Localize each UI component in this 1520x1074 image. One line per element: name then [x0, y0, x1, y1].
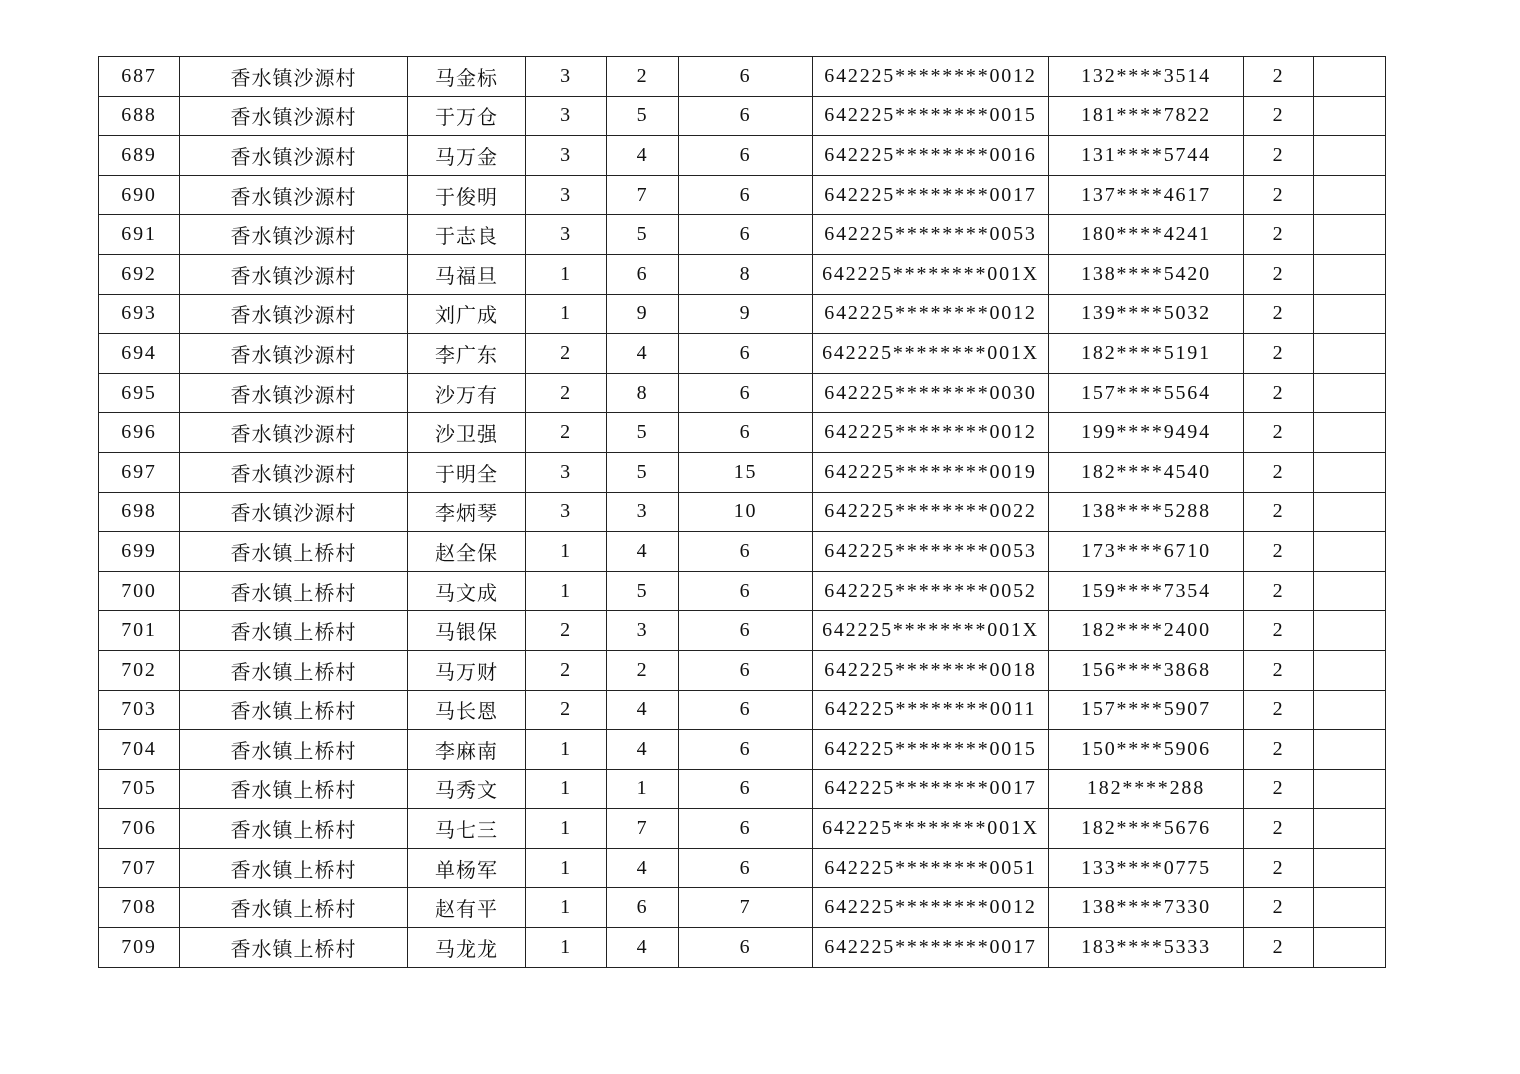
cell-column-4: 1	[526, 294, 607, 334]
cell-column-6: 6	[679, 175, 813, 215]
cell-serial-number: 700	[99, 571, 180, 611]
cell-column-4: 2	[526, 611, 607, 651]
cell-id-number: 642225********0012	[813, 413, 1049, 453]
cell-phone-number: 181****7822	[1049, 96, 1244, 136]
cell-village: 香水镇沙源村	[180, 413, 408, 453]
cell-village: 香水镇沙源村	[180, 175, 408, 215]
cell-phone-number: 183****5333	[1049, 928, 1244, 968]
cell-column-9: 2	[1244, 492, 1314, 532]
cell-id-number: 642225********0012	[813, 294, 1049, 334]
cell-column-5: 7	[607, 809, 679, 849]
cell-column-5: 4	[607, 690, 679, 730]
cell-village: 香水镇沙源村	[180, 334, 408, 374]
cell-person-name: 马长恩	[408, 690, 526, 730]
cell-column-9: 2	[1244, 611, 1314, 651]
cell-remarks	[1314, 215, 1386, 255]
cell-column-4: 1	[526, 254, 607, 294]
cell-column-5: 4	[607, 730, 679, 770]
cell-column-5: 4	[607, 334, 679, 374]
cell-serial-number: 707	[99, 848, 180, 888]
cell-column-4: 1	[526, 571, 607, 611]
cell-column-6: 7	[679, 888, 813, 928]
cell-column-5: 5	[607, 452, 679, 492]
cell-column-9: 2	[1244, 690, 1314, 730]
table-row	[99, 373, 1386, 413]
cell-id-number: 642225********0017	[813, 175, 1049, 215]
cell-serial-number: 702	[99, 650, 180, 690]
cell-column-4: 1	[526, 532, 607, 572]
cell-id-number: 642225********0012	[813, 57, 1049, 97]
cell-column-9: 2	[1244, 650, 1314, 690]
cell-serial-number: 703	[99, 690, 180, 730]
cell-phone-number: 138****7330	[1049, 888, 1244, 928]
cell-column-5: 2	[607, 650, 679, 690]
cell-column-4: 2	[526, 373, 607, 413]
cell-remarks	[1314, 452, 1386, 492]
table-row	[99, 611, 1386, 651]
table-body	[99, 57, 1386, 968]
table-row	[99, 452, 1386, 492]
cell-village: 香水镇上桥村	[180, 769, 408, 809]
cell-column-6: 6	[679, 57, 813, 97]
cell-column-6: 6	[679, 848, 813, 888]
cell-phone-number: 173****6710	[1049, 532, 1244, 572]
cell-remarks	[1314, 650, 1386, 690]
cell-column-4: 3	[526, 175, 607, 215]
cell-column-6: 6	[679, 413, 813, 453]
cell-village: 香水镇上桥村	[180, 848, 408, 888]
cell-phone-number: 159****7354	[1049, 571, 1244, 611]
cell-phone-number: 156****3868	[1049, 650, 1244, 690]
cell-serial-number: 698	[99, 492, 180, 532]
cell-person-name: 马福旦	[408, 254, 526, 294]
cell-column-5: 1	[607, 769, 679, 809]
cell-column-6: 6	[679, 690, 813, 730]
cell-village: 香水镇上桥村	[180, 571, 408, 611]
cell-id-number: 642225********0052	[813, 571, 1049, 611]
cell-phone-number: 131****5744	[1049, 136, 1244, 176]
cell-person-name: 于志良	[408, 215, 526, 255]
cell-column-9: 2	[1244, 215, 1314, 255]
cell-phone-number: 182****2400	[1049, 611, 1244, 651]
table-row	[99, 848, 1386, 888]
cell-village: 香水镇上桥村	[180, 888, 408, 928]
cell-id-number: 642225********0053	[813, 532, 1049, 572]
cell-phone-number: 157****5907	[1049, 690, 1244, 730]
cell-column-9: 2	[1244, 136, 1314, 176]
table-row	[99, 215, 1386, 255]
cell-village: 香水镇沙源村	[180, 57, 408, 97]
cell-column-5: 4	[607, 532, 679, 572]
cell-id-number: 642225********0030	[813, 373, 1049, 413]
table-row	[99, 769, 1386, 809]
table-row	[99, 690, 1386, 730]
cell-phone-number: 157****5564	[1049, 373, 1244, 413]
cell-person-name: 马金标	[408, 57, 526, 97]
cell-person-name: 马七三	[408, 809, 526, 849]
cell-village: 香水镇沙源村	[180, 452, 408, 492]
table-row	[99, 294, 1386, 334]
cell-phone-number: 133****0775	[1049, 848, 1244, 888]
cell-id-number: 642225********0017	[813, 769, 1049, 809]
cell-remarks	[1314, 928, 1386, 968]
cell-remarks	[1314, 571, 1386, 611]
cell-column-6: 6	[679, 611, 813, 651]
cell-column-9: 2	[1244, 848, 1314, 888]
cell-column-4: 1	[526, 809, 607, 849]
cell-remarks	[1314, 334, 1386, 374]
cell-remarks	[1314, 611, 1386, 651]
table-row	[99, 571, 1386, 611]
cell-id-number: 642225********0016	[813, 136, 1049, 176]
cell-person-name: 于明全	[408, 452, 526, 492]
cell-column-9: 2	[1244, 452, 1314, 492]
cell-column-9: 2	[1244, 730, 1314, 770]
cell-phone-number: 182****4540	[1049, 452, 1244, 492]
cell-id-number: 642225********0015	[813, 96, 1049, 136]
cell-serial-number: 697	[99, 452, 180, 492]
cell-column-5: 3	[607, 492, 679, 532]
cell-serial-number: 705	[99, 769, 180, 809]
cell-column-4: 1	[526, 928, 607, 968]
cell-column-6: 9	[679, 294, 813, 334]
cell-remarks	[1314, 413, 1386, 453]
cell-village: 香水镇沙源村	[180, 373, 408, 413]
cell-person-name: 马万金	[408, 136, 526, 176]
cell-id-number: 642225********0053	[813, 215, 1049, 255]
cell-phone-number: 150****5906	[1049, 730, 1244, 770]
table-row	[99, 254, 1386, 294]
cell-serial-number: 695	[99, 373, 180, 413]
cell-column-4: 1	[526, 769, 607, 809]
cell-person-name: 马龙龙	[408, 928, 526, 968]
cell-village: 香水镇上桥村	[180, 928, 408, 968]
cell-person-name: 于俊明	[408, 175, 526, 215]
table-row	[99, 650, 1386, 690]
cell-village: 香水镇上桥村	[180, 809, 408, 849]
cell-serial-number: 694	[99, 334, 180, 374]
cell-column-4: 2	[526, 650, 607, 690]
cell-column-5: 5	[607, 215, 679, 255]
cell-column-9: 2	[1244, 769, 1314, 809]
cell-column-4: 3	[526, 57, 607, 97]
cell-serial-number: 688	[99, 96, 180, 136]
cell-column-5: 6	[607, 888, 679, 928]
cell-serial-number: 693	[99, 294, 180, 334]
cell-phone-number: 182****5676	[1049, 809, 1244, 849]
cell-column-4: 3	[526, 136, 607, 176]
cell-person-name: 单杨军	[408, 848, 526, 888]
cell-phone-number: 138****5288	[1049, 492, 1244, 532]
cell-id-number: 642225********001X	[813, 809, 1049, 849]
cell-person-name: 李广东	[408, 334, 526, 374]
cell-serial-number: 699	[99, 532, 180, 572]
cell-serial-number: 701	[99, 611, 180, 651]
cell-person-name: 沙万有	[408, 373, 526, 413]
cell-column-5: 4	[607, 848, 679, 888]
cell-id-number: 642225********0012	[813, 888, 1049, 928]
cell-column-4: 1	[526, 848, 607, 888]
cell-remarks	[1314, 254, 1386, 294]
cell-remarks	[1314, 690, 1386, 730]
cell-remarks	[1314, 809, 1386, 849]
table-row	[99, 96, 1386, 136]
cell-column-6: 6	[679, 334, 813, 374]
cell-column-4: 3	[526, 215, 607, 255]
cell-column-5: 5	[607, 413, 679, 453]
cell-column-6: 6	[679, 650, 813, 690]
cell-person-name: 马文成	[408, 571, 526, 611]
cell-remarks	[1314, 57, 1386, 97]
table-row	[99, 532, 1386, 572]
cell-remarks	[1314, 848, 1386, 888]
cell-column-6: 6	[679, 136, 813, 176]
cell-remarks	[1314, 294, 1386, 334]
table-row	[99, 928, 1386, 968]
household-table	[98, 56, 1386, 968]
cell-remarks	[1314, 136, 1386, 176]
cell-phone-number: 180****4241	[1049, 215, 1244, 255]
cell-remarks	[1314, 730, 1386, 770]
cell-column-5: 3	[607, 611, 679, 651]
cell-column-9: 2	[1244, 294, 1314, 334]
cell-village: 香水镇上桥村	[180, 730, 408, 770]
cell-column-9: 2	[1244, 928, 1314, 968]
cell-id-number: 642225********0015	[813, 730, 1049, 770]
cell-serial-number: 692	[99, 254, 180, 294]
cell-serial-number: 691	[99, 215, 180, 255]
cell-column-5: 9	[607, 294, 679, 334]
cell-column-4: 1	[526, 888, 607, 928]
cell-remarks	[1314, 888, 1386, 928]
cell-phone-number: 182****288	[1049, 769, 1244, 809]
cell-phone-number: 139****5032	[1049, 294, 1244, 334]
cell-serial-number: 709	[99, 928, 180, 968]
cell-column-5: 6	[607, 254, 679, 294]
cell-phone-number: 182****5191	[1049, 334, 1244, 374]
cell-remarks	[1314, 769, 1386, 809]
cell-person-name: 赵有平	[408, 888, 526, 928]
table-row	[99, 730, 1386, 770]
cell-column-6: 6	[679, 809, 813, 849]
cell-village: 香水镇沙源村	[180, 96, 408, 136]
cell-person-name: 刘广成	[408, 294, 526, 334]
table-row	[99, 413, 1386, 453]
cell-column-5: 5	[607, 96, 679, 136]
cell-column-6: 6	[679, 571, 813, 611]
cell-column-4: 1	[526, 730, 607, 770]
cell-column-4: 2	[526, 334, 607, 374]
cell-column-6: 6	[679, 532, 813, 572]
cell-person-name: 于万仓	[408, 96, 526, 136]
table-row	[99, 175, 1386, 215]
cell-id-number: 642225********0022	[813, 492, 1049, 532]
cell-id-number: 642225********0051	[813, 848, 1049, 888]
cell-remarks	[1314, 492, 1386, 532]
table-row	[99, 809, 1386, 849]
cell-id-number: 642225********0017	[813, 928, 1049, 968]
cell-village: 香水镇沙源村	[180, 254, 408, 294]
table-row	[99, 334, 1386, 374]
cell-column-4: 2	[526, 413, 607, 453]
table-row	[99, 57, 1386, 97]
cell-phone-number: 199****9494	[1049, 413, 1244, 453]
cell-village: 香水镇上桥村	[180, 532, 408, 572]
cell-id-number: 642225********0019	[813, 452, 1049, 492]
cell-remarks	[1314, 532, 1386, 572]
cell-column-9: 2	[1244, 532, 1314, 572]
cell-column-9: 2	[1244, 888, 1314, 928]
cell-remarks	[1314, 175, 1386, 215]
cell-column-9: 2	[1244, 809, 1314, 849]
cell-remarks	[1314, 96, 1386, 136]
cell-village: 香水镇上桥村	[180, 611, 408, 651]
cell-column-5: 4	[607, 928, 679, 968]
table-row	[99, 136, 1386, 176]
cell-serial-number: 696	[99, 413, 180, 453]
cell-column-9: 2	[1244, 175, 1314, 215]
cell-person-name: 马万财	[408, 650, 526, 690]
cell-phone-number: 138****5420	[1049, 254, 1244, 294]
table-row	[99, 888, 1386, 928]
cell-column-6: 6	[679, 215, 813, 255]
cell-id-number: 642225********001X	[813, 334, 1049, 374]
cell-id-number: 642225********001X	[813, 611, 1049, 651]
cell-column-9: 2	[1244, 57, 1314, 97]
cell-column-4: 3	[526, 452, 607, 492]
cell-village: 香水镇沙源村	[180, 136, 408, 176]
cell-village: 香水镇沙源村	[180, 492, 408, 532]
cell-column-6: 6	[679, 96, 813, 136]
cell-column-4: 3	[526, 96, 607, 136]
cell-column-9: 2	[1244, 254, 1314, 294]
cell-column-5: 8	[607, 373, 679, 413]
cell-column-5: 7	[607, 175, 679, 215]
cell-village: 香水镇上桥村	[180, 650, 408, 690]
cell-serial-number: 708	[99, 888, 180, 928]
table-row	[99, 492, 1386, 532]
cell-column-6: 6	[679, 928, 813, 968]
cell-column-5: 5	[607, 571, 679, 611]
cell-person-name: 李麻南	[408, 730, 526, 770]
cell-serial-number: 689	[99, 136, 180, 176]
cell-serial-number: 690	[99, 175, 180, 215]
cell-serial-number: 687	[99, 57, 180, 97]
cell-column-6: 6	[679, 769, 813, 809]
cell-person-name: 李炳琴	[408, 492, 526, 532]
cell-column-4: 2	[526, 690, 607, 730]
cell-person-name: 赵全保	[408, 532, 526, 572]
cell-serial-number: 706	[99, 809, 180, 849]
cell-serial-number: 704	[99, 730, 180, 770]
cell-column-5: 4	[607, 136, 679, 176]
cell-person-name: 沙卫强	[408, 413, 526, 453]
cell-column-6: 15	[679, 452, 813, 492]
cell-column-4: 3	[526, 492, 607, 532]
cell-id-number: 642225********001X	[813, 254, 1049, 294]
cell-person-name: 马秀文	[408, 769, 526, 809]
cell-phone-number: 137****4617	[1049, 175, 1244, 215]
cell-village: 香水镇上桥村	[180, 690, 408, 730]
cell-column-9: 2	[1244, 373, 1314, 413]
cell-column-9: 2	[1244, 96, 1314, 136]
cell-village: 香水镇沙源村	[180, 294, 408, 334]
cell-column-9: 2	[1244, 413, 1314, 453]
cell-column-5: 2	[607, 57, 679, 97]
cell-id-number: 642225********0011	[813, 690, 1049, 730]
cell-remarks	[1314, 373, 1386, 413]
cell-column-9: 2	[1244, 334, 1314, 374]
cell-column-6: 10	[679, 492, 813, 532]
cell-id-number: 642225********0018	[813, 650, 1049, 690]
cell-column-6: 6	[679, 373, 813, 413]
cell-person-name: 马银保	[408, 611, 526, 651]
cell-column-6: 8	[679, 254, 813, 294]
cell-column-6: 6	[679, 730, 813, 770]
cell-phone-number: 132****3514	[1049, 57, 1244, 97]
cell-column-9: 2	[1244, 571, 1314, 611]
cell-village: 香水镇沙源村	[180, 215, 408, 255]
